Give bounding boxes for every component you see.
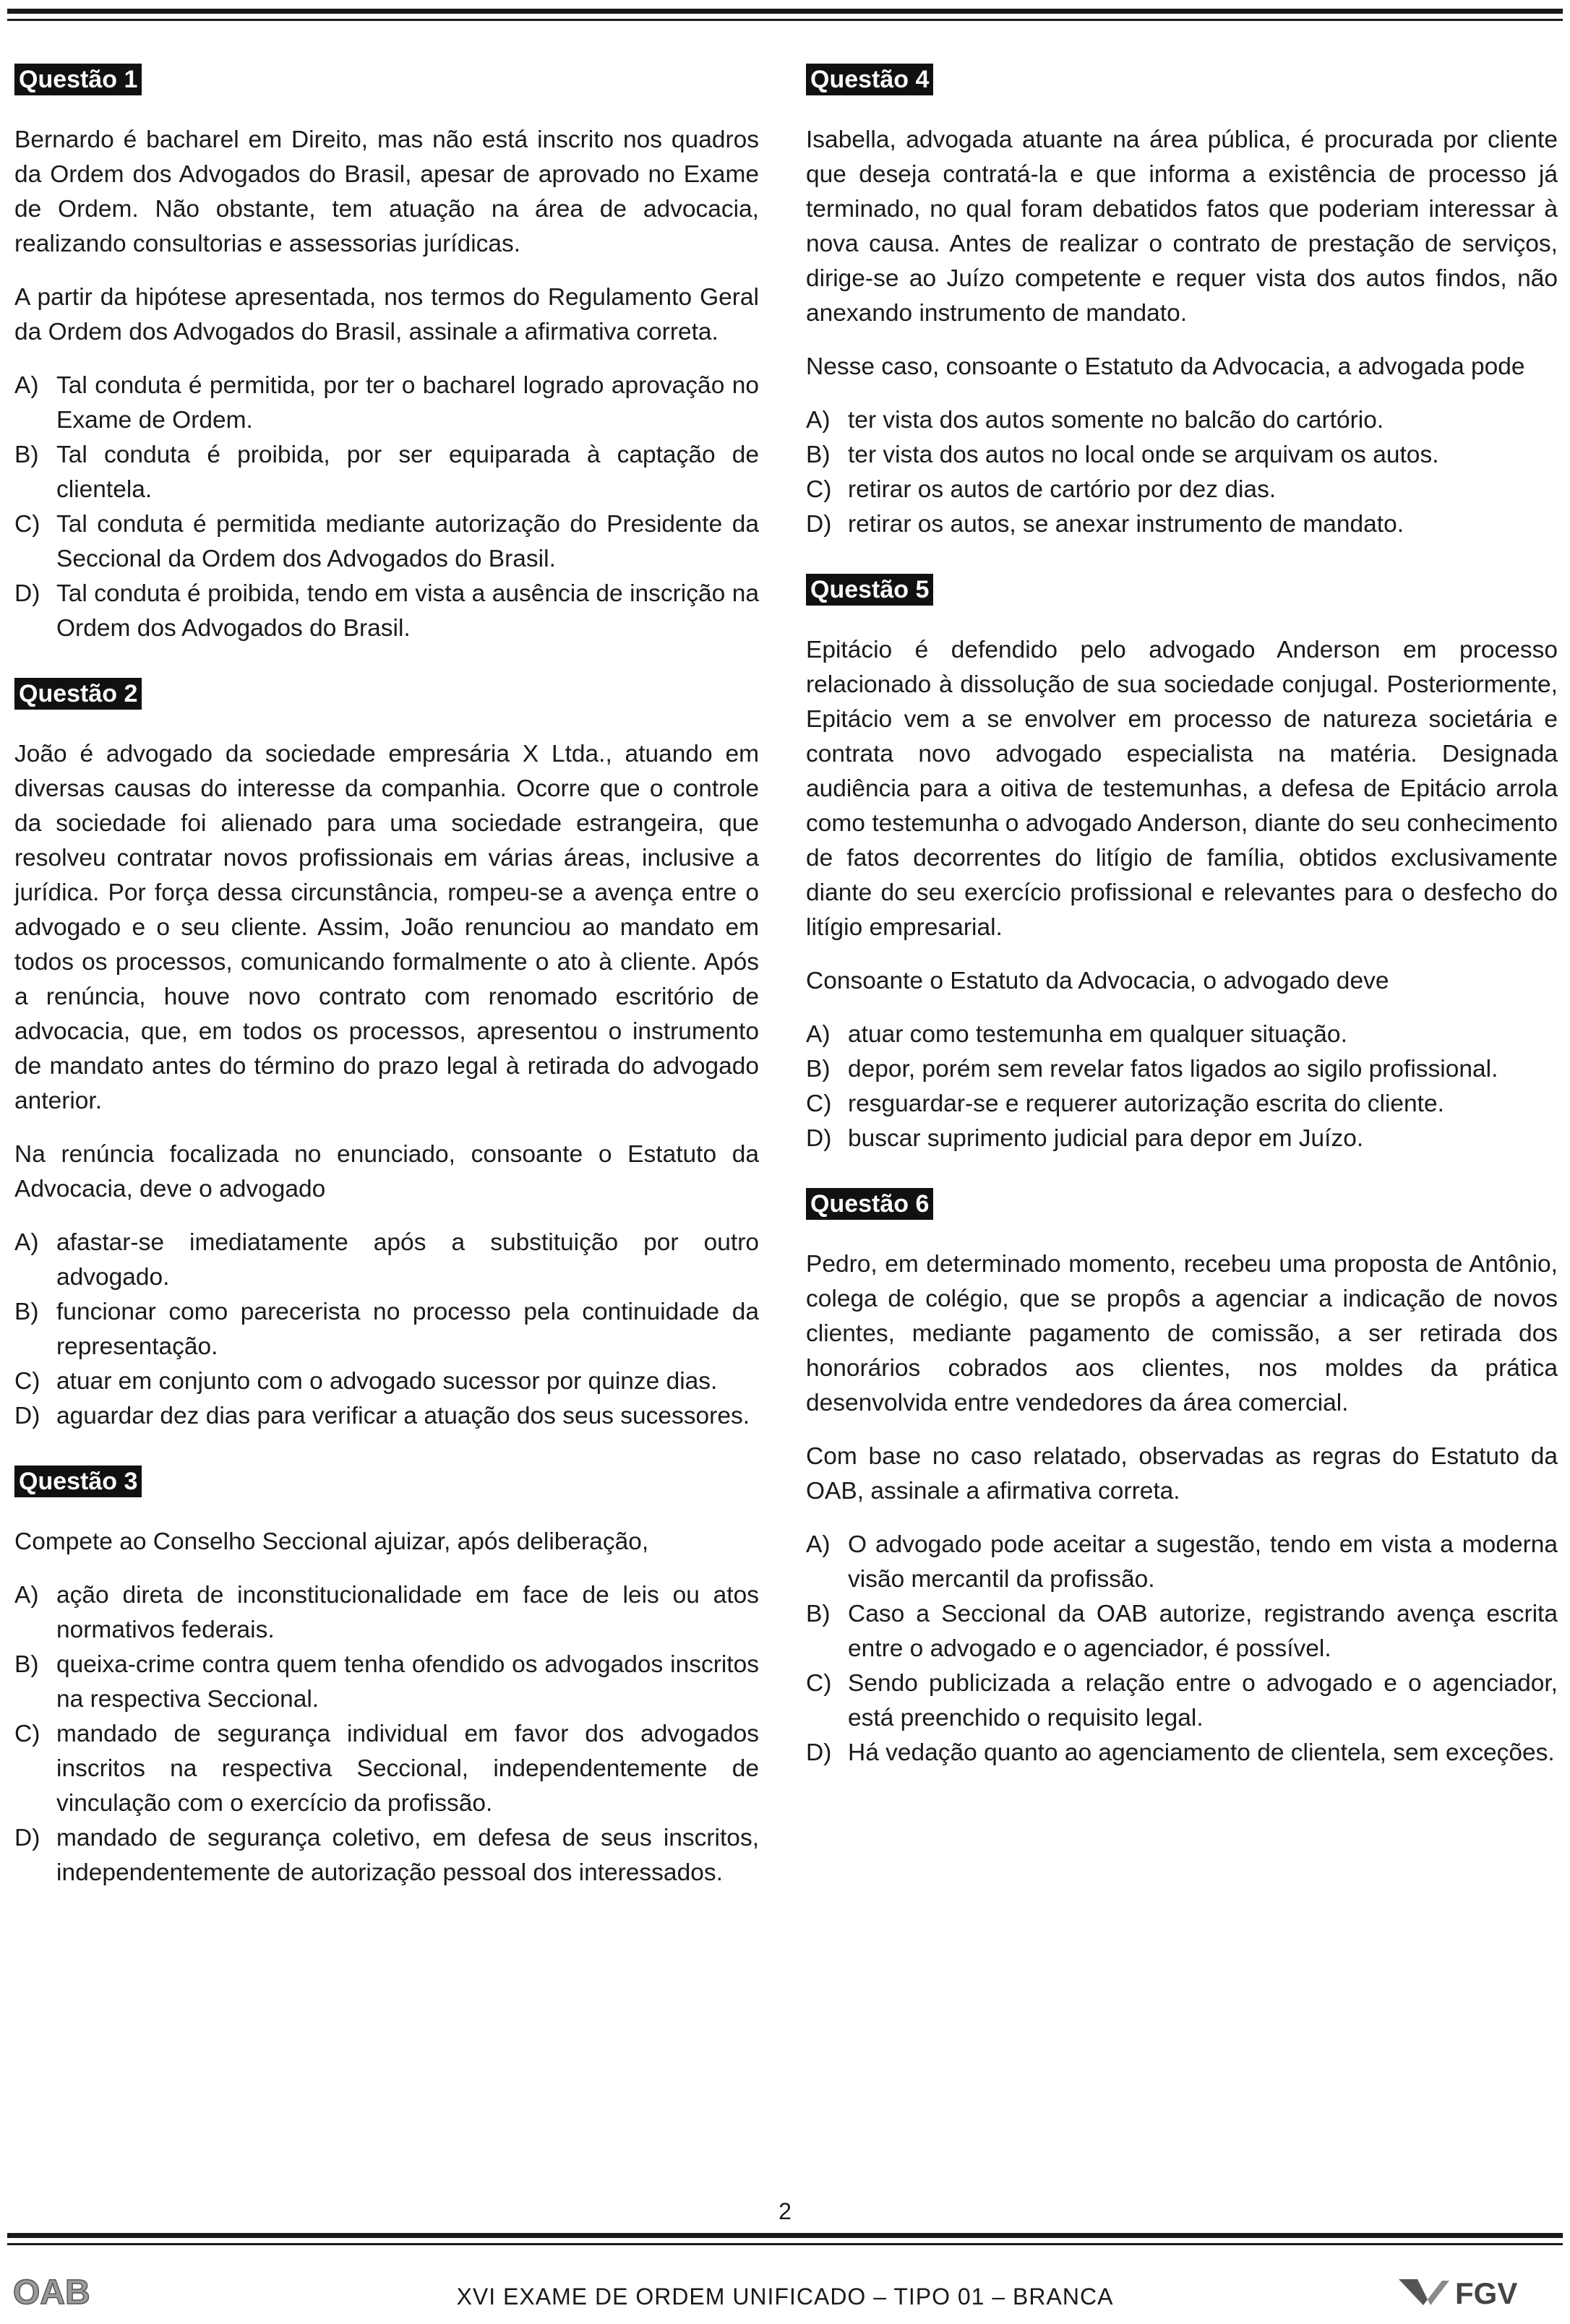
question-2 xyxy=(14,678,759,1434)
question-2-option-a: A) afastar-se imediatamente após a substituição por outro advogado. xyxy=(14,1229,759,1291)
question-1-option-c: C) Tal conduta é permitida mediante autorização do Presidente da Seccional da Ordem dos Advogados do Brasil. xyxy=(14,511,759,572)
question-5-option-b: B) depor, porém sem revelar fatos ligados ao sigilo profissional. xyxy=(806,1056,1498,1083)
svg-text:OAB: OAB xyxy=(13,2273,90,2312)
right-column xyxy=(806,64,1558,1802)
question-5-option-c: C) resguardar-se e requerer autorização escrita do cliente. xyxy=(806,1090,1444,1117)
question-3-stem: Compete ao Conselho Seccional ajuizar, após deliberação, xyxy=(14,1528,649,1555)
question-3-options xyxy=(14,1578,759,1890)
question-3-option-a: A) ação direta de inconstitucionalidade em face de leis ou atos normativos federais. xyxy=(14,1582,759,1643)
question-1-prompt: A partir da hipótese apresentada, nos termos do Regulamento Geral da Ordem dos Advogados do Brasil, assinale a afirmativa correta. xyxy=(14,284,759,345)
question-6-option-d: D) Há vedação quanto ao agenciamento de clientela, sem exceções. xyxy=(806,1739,1555,1766)
question-2-option-b: B) funcionar como parecerista no processo pela continuidade da representação. xyxy=(14,1299,759,1360)
fgv-logo-icon xyxy=(1399,2273,1543,2310)
question-6 xyxy=(806,1188,1558,1770)
question-2-option-d: D) aguardar dez dias para verificar a atuação dos seus sucessores. xyxy=(14,1403,750,1429)
question-6-option-b: B) Caso a Seccional da OAB autorize, registrando avença escrita entre o advogado e o agenciador, é possível. xyxy=(806,1601,1558,1662)
question-1-label: Questão 1 xyxy=(14,64,142,95)
question-4-option-a: A) ter vista dos autos somente no balcão do cartório. xyxy=(806,407,1384,434)
page-number: 2 xyxy=(778,2198,792,2224)
question-3-option-d: D) mandado de segurança coletivo, em defesa de seus inscritos, independentemente de autorização pessoal dos interessados. xyxy=(14,1825,759,1886)
footer-rule-thick xyxy=(7,2233,1563,2238)
question-6-stem: Pedro, em determinado momento, recebeu uma proposta de Antônio, colega de colégio, que se propôs a agenciar a indicação de novos clientes, mediante pagamento de comissão, a ser retirada dos honorários cobrados aos clientes, nos moldes da prática desenvolvida entre vendedores da área comercial. xyxy=(806,1251,1558,1416)
question-3-label: Questão 3 xyxy=(14,1466,142,1497)
left-column xyxy=(14,64,759,1922)
question-5-option-d: D) buscar suprimento judicial para depor em Juízo. xyxy=(806,1125,1364,1152)
question-1-option-d: D) Tal conduta é proibida, tendo em vista a ausência de inscrição na Ordem dos Advogados do Brasil. xyxy=(14,580,759,642)
question-1 xyxy=(14,64,759,646)
question-3-option-b: B) queixa-crime contra quem tenha ofendido os advogados inscritos na respectiva Seccional. xyxy=(14,1651,759,1713)
question-4 xyxy=(806,64,1558,542)
question-1-option-a: A) Tal conduta é permitida, por ter o bacharel logrado aprovação no Exame de Ordem. xyxy=(14,372,759,434)
question-1-stem: Bernardo é bacharel em Direito, mas não está inscrito nos quadros da Ordem dos Advogados do Brasil, apesar de aprovado no Exame de Ordem. Não obstante, tem atuação na área de advocacia, realizando consultorias e assessorias jurídicas. xyxy=(14,126,759,257)
question-3-option-c: C) mandado de segurança individual em favor dos advogados inscritos na respectiva Seccional, independentemente de vinculação com o exercício da profissão. xyxy=(14,1721,759,1817)
footer-title: XVI EXAME DE ORDEM UNIFICADO – TIPO 01 – BRANCA xyxy=(456,2284,1114,2310)
header-rule-thin xyxy=(7,19,1563,21)
footer-rule-thin xyxy=(7,2243,1563,2245)
question-1-option-b: B) Tal conduta é proibida, por ser equiparada à captação de clientela. xyxy=(14,442,759,503)
svg-text:FGV: FGV xyxy=(1455,2276,1518,2310)
question-5-options xyxy=(806,1017,1558,1156)
question-6-option-c: C) Sendo publicizada a relação entre o advogado e o agenciador, está preenchido o requisito legal. xyxy=(806,1670,1558,1731)
question-5-option-a: A) atuar como testemunha em qualquer situação. xyxy=(806,1021,1347,1048)
question-4-stem: Isabella, advogada atuante na área pública, é procurada por cliente que deseja contratá-la e que informa a existência de processo já terminado, no qual foram debatidos fatos que poderiam interessar à nova causa. Antes de realizar o contrato de prestação de serviços, dirige-se ao Juízo competente e requer vista dos autos findos, não anexando instrumento de mandato. xyxy=(806,126,1558,327)
question-2-stem: João é advogado da sociedade empresária X Ltda., atuando em diversas causas do interesse da companhia. Ocorre que o controle da sociedade foi alienado para uma sociedade estrangeira, que resolveu contratar novos profissionais em várias áreas, inclusive a jurídica. Por força dessa circunstância, rompeu-se a avença entre o advogado e o seu cliente. Assim, João renunciou ao mandato em todos os processos, comunicando formalmente o ato à cliente. Após a renúncia, houve novo contrato com renomado escritório de advocacia, que, em todos os processos, apresentou o instrumento de mandato antes do término do prazo legal à retirada do advogado anterior. xyxy=(14,741,759,1114)
question-4-option-d: D) retirar os autos, se anexar instrumento de mandato. xyxy=(806,511,1404,538)
question-5 xyxy=(806,574,1558,1156)
question-4-prompt: Nesse caso, consoante o Estatuto da Advocacia, a advogada pode xyxy=(806,353,1525,380)
question-6-option-a: A) O advogado pode aceitar a sugestão, tendo em vista a moderna visão mercantil da profissão. xyxy=(806,1531,1558,1593)
question-3 xyxy=(14,1466,759,1890)
question-4-option-c: C) retirar os autos de cartório por dez dias. xyxy=(806,476,1277,503)
question-5-label: Questão 5 xyxy=(806,574,933,606)
question-4-label: Questão 4 xyxy=(806,64,933,95)
question-2-label: Questão 2 xyxy=(14,678,142,710)
question-2-option-c: C) atuar em conjunto com o advogado sucessor por quinze dias. xyxy=(14,1368,718,1395)
question-6-prompt: Com base no caso relatado, observadas as regras do Estatuto da OAB, assinale a afirmativa correta. xyxy=(806,1443,1558,1505)
question-5-stem: Epitácio é defendido pelo advogado Anderson em processo relacionado à dissolução de sua sociedade conjugal. Posteriormente, Epitácio vem a se envolver em processo de natureza societária e contrata novo advogado especialista na matéria. Designada audiência para a oitiva de testemunhas, a defesa de Epitácio arrola como testemunha o advogado Anderson, diante do seu conhecimento de fatos decorrentes do litígio de família, obtidos exclusivamente diante do seu exercício profissional e relevantes para o desfecho do litígio empresarial. xyxy=(806,637,1558,941)
question-2-options xyxy=(14,1226,759,1434)
question-1-options xyxy=(14,369,759,646)
question-5-prompt: Consoante o Estatuto da Advocacia, o advogado deve xyxy=(806,968,1389,994)
question-6-label: Questão 6 xyxy=(806,1188,933,1220)
header-rule-thick xyxy=(7,9,1563,14)
question-6-options xyxy=(806,1528,1558,1770)
question-2-prompt: Na renúncia focalizada no enunciado, consoante o Estatuto da Advocacia, deve o advogado xyxy=(14,1141,759,1202)
question-4-options xyxy=(806,403,1558,542)
question-4-option-b: B) ter vista dos autos no local onde se arquivam os autos. xyxy=(806,442,1439,468)
